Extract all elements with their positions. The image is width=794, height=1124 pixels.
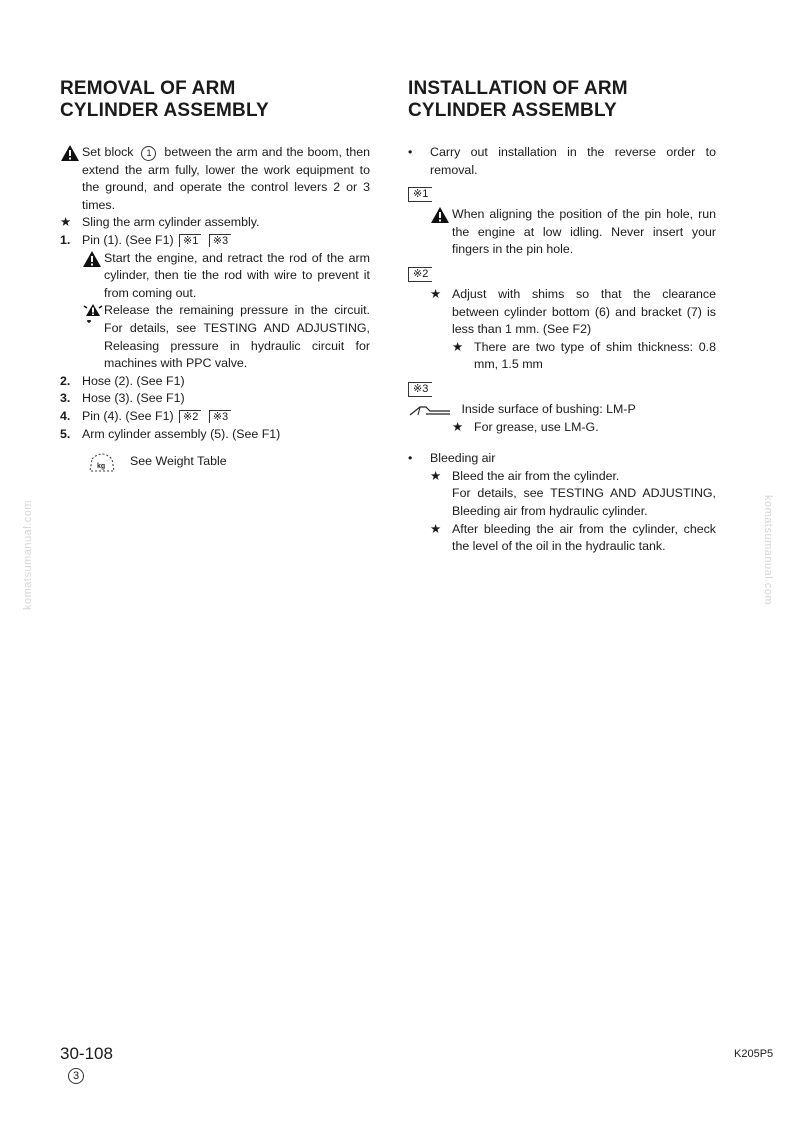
- bleed-star-2-text: After bleeding the air from the cylinder, check the level of the oil in the hydraulic tank.: [452, 521, 716, 554]
- watermark-left: komatsumanual.com: [22, 500, 34, 610]
- star-icon: ★: [430, 468, 442, 483]
- list-item-1: [60, 232, 370, 250]
- item-number: 4.: [60, 408, 71, 423]
- ref-mark: ※3: [209, 234, 231, 247]
- bleeding-air-text: Bleeding air: [430, 451, 496, 466]
- list-item-4: [60, 408, 370, 426]
- item-3-text: Hose (3). (See F1): [82, 391, 185, 406]
- removal-title: [60, 78, 370, 122]
- ref-3-sub: [452, 419, 716, 437]
- bleed-star-1-line2: For details, see TESTING AND ADJUSTING, Bleeding air from hydraulic cylinder.: [452, 486, 716, 518]
- item-1-pressure-text: Release the remaining pressure in the circuit. For details, see TESTING AND ADJUSTING, Releasing pressure in hydraulic circuit for machines with PPC valve.: [104, 303, 370, 371]
- ref-2-star: [430, 286, 716, 339]
- item-2-text: Hose (2). (See F1): [82, 373, 185, 388]
- ref-2-star-text: Adjust with shims so that the clearance between cylinder bottom (6) and bracket (7) is less than 1 mm. (See F2): [452, 286, 716, 337]
- watermark-right: komatsumanual.com: [762, 495, 774, 605]
- item-1-warning: [82, 250, 370, 303]
- ref-3-grease: [408, 401, 716, 419]
- bullet-icon: •: [408, 451, 413, 466]
- ref-mark: ※1: [179, 234, 201, 247]
- bullet-reverse-order: [408, 144, 716, 179]
- item-5-text: Arm cylinder assembly (5). (See F1): [82, 426, 281, 441]
- star-note-text: Sling the arm cylinder assembly.: [82, 215, 260, 230]
- item-4-text: Pin (4). (See F1): [82, 408, 174, 423]
- star-icon: ★: [430, 286, 442, 301]
- bleed-star-1-line1: Bleed the air from the cylinder.: [452, 468, 620, 483]
- item-number: 1.: [60, 232, 71, 247]
- removal-section: [60, 78, 370, 479]
- bleed-star-1: [430, 468, 716, 521]
- bullet-icon: •: [408, 145, 413, 159]
- warning-text-start: Set block: [82, 145, 134, 159]
- ref-mark: ※3: [209, 410, 231, 423]
- removal-title-line1: REMOVAL OF ARM: [60, 78, 236, 99]
- list-item-5: [60, 426, 370, 444]
- star-icon: ★: [452, 419, 464, 434]
- ref-mark: ※2: [179, 410, 201, 423]
- bullet-bleeding-air: [408, 450, 716, 468]
- weight-note: [84, 451, 227, 473]
- ref-2-sub: [452, 339, 716, 374]
- block-number: 1: [141, 146, 156, 161]
- grease-gun-icon: [408, 403, 452, 417]
- item-number: 5.: [60, 426, 71, 441]
- removal-title-line2: CYLINDER ASSEMBLY: [60, 100, 269, 121]
- item-1-warning-text: Start the engine, and retract the rod of the arm cylinder, then tie the rod with wire to prevent it from coming out.: [104, 250, 370, 300]
- ref-box-3: ※3: [408, 382, 432, 397]
- installation-title-line1: INSTALLATION OF ARM: [408, 78, 628, 99]
- weight-text: See Weight Table: [130, 454, 227, 469]
- document-code: K205P5: [734, 1048, 774, 1060]
- pressure-warning-icon: [82, 302, 104, 330]
- item-1-pressure-note: [82, 302, 370, 372]
- warning-icon: [60, 144, 82, 168]
- installation-title: [408, 78, 716, 122]
- installation-section: [408, 78, 716, 556]
- reverse-order-text: Carry out installation in the reverse order to removal.: [430, 145, 716, 177]
- ref-1-warning: [430, 206, 716, 259]
- list-item-3: [60, 390, 370, 408]
- star-icon: ★: [452, 339, 464, 354]
- warning-step: [60, 144, 370, 214]
- ref-3-text: Inside surface of bushing: LM-P: [461, 401, 636, 416]
- item-1-text: Pin (1). (See F1): [82, 232, 174, 247]
- item-number: 3.: [60, 391, 71, 406]
- revision-mark: 3: [68, 1068, 84, 1084]
- installation-title-line2: CYLINDER ASSEMBLY: [408, 100, 617, 121]
- ref-box-2: ※2: [408, 267, 432, 282]
- warning-text-rest: between the arm and the boom, then extend the arm fully, lower the work equipment to the ground, and operate the control levers 2 or 3 times.: [82, 145, 371, 212]
- weight-icon: [84, 451, 120, 473]
- ref-2-sub-text: There are two type of shim thickness: 0.8 mm, 1.5 mm: [474, 339, 716, 372]
- bleed-star-2: [430, 521, 716, 556]
- list-item-2: [60, 373, 370, 391]
- item-number: 2.: [60, 373, 71, 388]
- page-number: 30-108: [60, 1044, 113, 1063]
- star-note: [60, 214, 370, 232]
- ref-1-warning-text: When aligning the position of the pin hole, run the engine at low idling. Never insert your fingers in the pin hole.: [452, 207, 716, 257]
- star-icon: ★: [430, 521, 442, 536]
- star-icon: ★: [60, 215, 72, 230]
- warning-icon: [82, 250, 104, 274]
- kg-label: kg: [97, 463, 106, 471]
- warning-icon: [430, 206, 452, 230]
- ref-box-1: ※1: [408, 187, 432, 202]
- ref-3-sub-text: For grease, use LM-G.: [474, 419, 599, 434]
